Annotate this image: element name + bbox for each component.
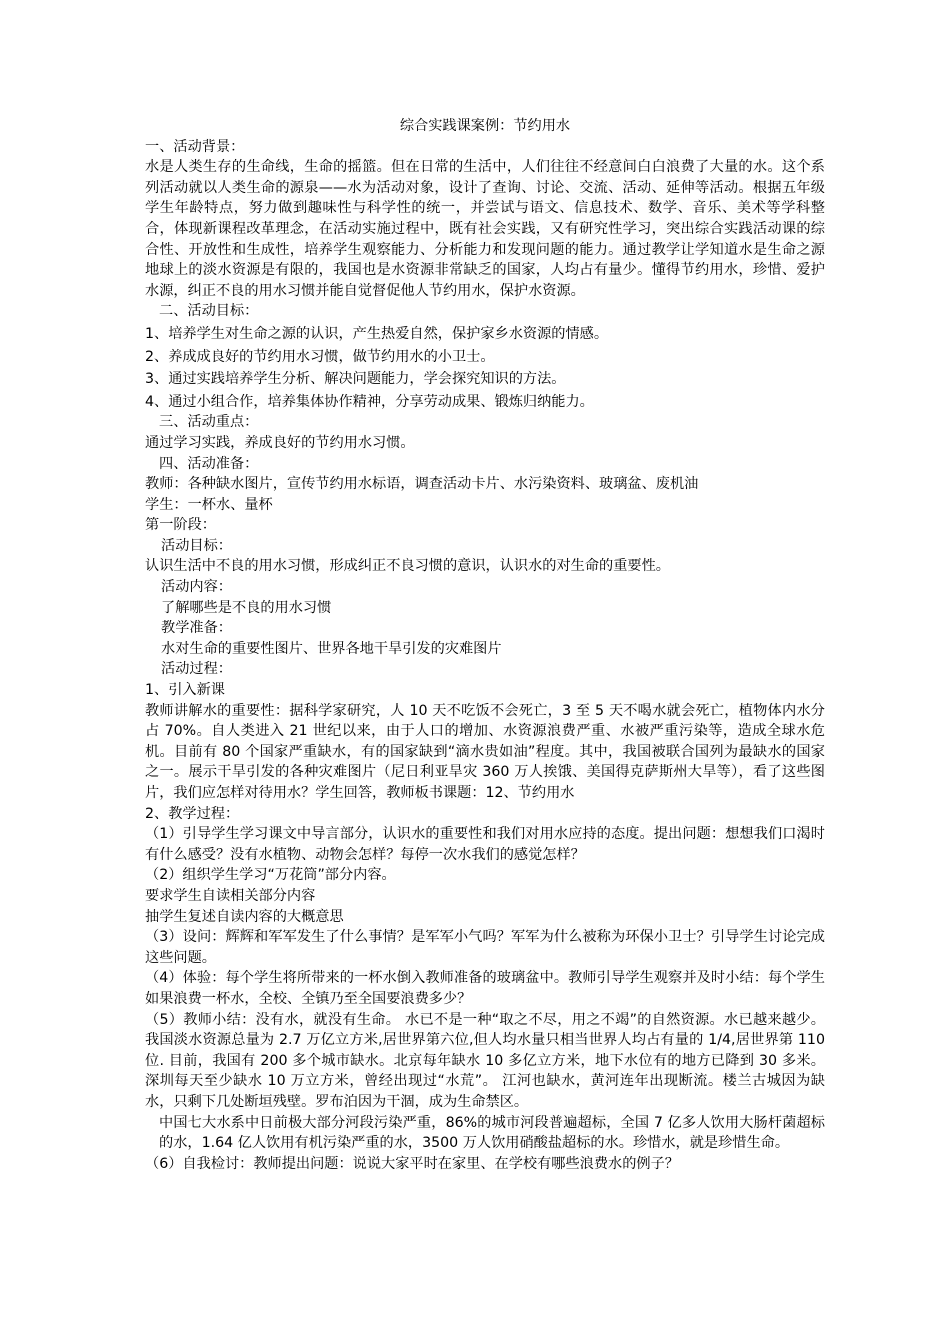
paragraph-step1: 教师讲解水的重要性：据科学家研究，人 10 天不吃饭不会死亡，3 至 5 天不喝水就会死亡，植物体内水分占 70%。自人类进入 21 世纪以来，由于人口的增加、水资源浪费严重、水被严重污染等，造成全球水危机。目前有 80 个国家严重缺水，有的国家缺到“滴水贵如油”程度。其中，我国被联合国列为最缺水的国家之一。展示干旱引发的各种灾难图片（尼日利亚旱灾 360 万人挨饿、美国得克萨斯州大旱等），看了这些图片，我们应怎样对待用水？学生回答，教师板书课题：12、节约用水	[145, 702, 825, 801]
section-heading-preparation: 四、活动准备：	[159, 455, 259, 472]
paragraph-focus: 通过学习实践，养成良好的节约用水习惯。	[145, 434, 415, 451]
paragraph-student-prep: 学生：一杯水、量杯	[145, 496, 273, 513]
paragraph-process-1: （1）引导学生学习课文中导言部分，认识水的重要性和我们对用水应持的态度。提出问题：想想我们口渴时有什么感受？没有水植物、动物会怎样？每停一次水我们的感觉怎样？	[145, 826, 825, 863]
stage-content-text: 了解哪些是不良的用水习惯	[161, 599, 332, 616]
paragraph-process-5b: 中国七大水系中日前极大部分河段污染严重，86%的城市河段普遍超标，全国 7 亿多人饮用大肠杆菌超标的水，1.64 亿人饮用有机污染严重的水，3500 万人饮用硝酸盐超标的水。珍惜水，就是珍惜生命。	[159, 1114, 825, 1152]
paragraph-process-6: （6）自我检讨：教师提出问题：说说大家平时在家里、在学校有哪些浪费水的例子？	[145, 1155, 679, 1172]
paragraph-process-3: （3）设问：辉辉和军军发生了什么事情？是军军小气吗？军军为什么被称为环保小卫士？引导学生讨论完成这些问题。	[145, 929, 825, 966]
document-body	[145, 116, 825, 1174]
stage-goal-label: 活动目标：	[161, 537, 232, 554]
section-heading-background: 一、活动背景：	[145, 138, 245, 155]
paragraph-process-2: （2）组织学生学习“万花筒”部分内容。	[145, 867, 396, 884]
paragraph-process-2a: 要求学生自读相关部分内容	[145, 887, 316, 904]
stage-prep-label: 教学准备：	[161, 620, 232, 637]
section-heading-focus: 三、活动重点：	[159, 414, 259, 431]
paragraph-process-5: （5）教师小结：没有水，就没有生命。 水已不是一种“取之不尽，用之不竭”的自然资源。水已越来越少。我国淡水资源总量为 2.7 万亿立方米,居世界第六位,但人均水量只相当世界人均占有量的 1/4,居世界第 110 位. 目前，我国有 200 多个城市缺水。北京每年缺水 10 多亿立方米，地下水位有的地方已降到 30 多米。深圳每天至少缺水 10 万立方米，曾经出现过“水荒”。 江河也缺水，黄河连年出现断流。楼兰古城因为缺水，只剩下几处断垣残壁。罗布泊因为干涸，成为生命禁区。	[145, 1011, 825, 1110]
stage-goal-text: 认识生活中不良的用水习惯，形成纠正不良习惯的意识，认识水的对生命的重要性。	[145, 558, 670, 575]
step-heading: 2、教学过程：	[145, 805, 240, 822]
step-heading: 1、引入新课	[145, 682, 225, 699]
paragraph-background: 水是人类生存的生命线，生命的摇篮。但在日常的生活中，人们往往不经意间白白浪费了大量的水。这个系列活动就以人类生命的源泉——水为活动对象，设计了查询、讨论、交流、活动、延伸等活动。根据五年级学生年龄特点，努力做到趣味性与科学性的统一，并尝试与语文、信息技术、数学、音乐、美术等学科整合，体现新课程改革理念，在活动实施过程中，既有社会实践，又有研究性学习，突出综合实践活动课的综合性、开放性和生成性，培养学生观察能力、分析能力和发现问题的能力。通过教学让学知道水是生命之源地球上的淡水资源是有限的，我国也是水资源非常缺乏的国家，人均占有量少。懂得节约用水，珍惜、爱护水源，纠正不良的用水习惯并能自觉督促他人节约用水，保护水资源。	[145, 159, 825, 299]
stage-content-label: 活动内容：	[161, 579, 232, 596]
list-item: 3、通过实践培养学生分析、解决问题能力，学会探究知识的方法。	[145, 371, 566, 388]
paragraph-process-4: （4）体验：每个学生将所带来的一杯水倒入教师准备的玻璃盆中。教师引导学生观察并及时小结：每个学生如果浪费一杯水，全校、全镇乃至全国要浪费多少？	[145, 970, 825, 1007]
list-item: 1、培养学生对生命之源的认识，产生热爱自然，保护家乡水资源的情感。	[145, 325, 609, 342]
stage-prep-text: 水对生命的重要性图片、世界各地干旱引发的灾难图片	[161, 640, 502, 657]
paragraph-teacher-prep: 教师：各种缺水图片，宣传节约用水标语，调查活动卡片、水污染资料、玻璃盆、废机油	[145, 476, 699, 493]
section-heading-goals: 二、活动目标：	[159, 303, 259, 320]
page-title: 综合实践课案例：节约用水	[399, 118, 571, 134]
paragraph-process-2b: 抽学生复述自读内容的大概意思	[145, 908, 344, 925]
stage-heading: 第一阶段：	[145, 517, 216, 534]
stage-process-label: 活动过程：	[161, 661, 232, 678]
list-item: 4、通过小组合作，培养集体协作精神，分享劳动成果、锻炼归纳能力。	[145, 393, 594, 410]
list-item: 2、养成成良好的节约用水习惯，做节约用水的小卫士。	[145, 348, 495, 365]
